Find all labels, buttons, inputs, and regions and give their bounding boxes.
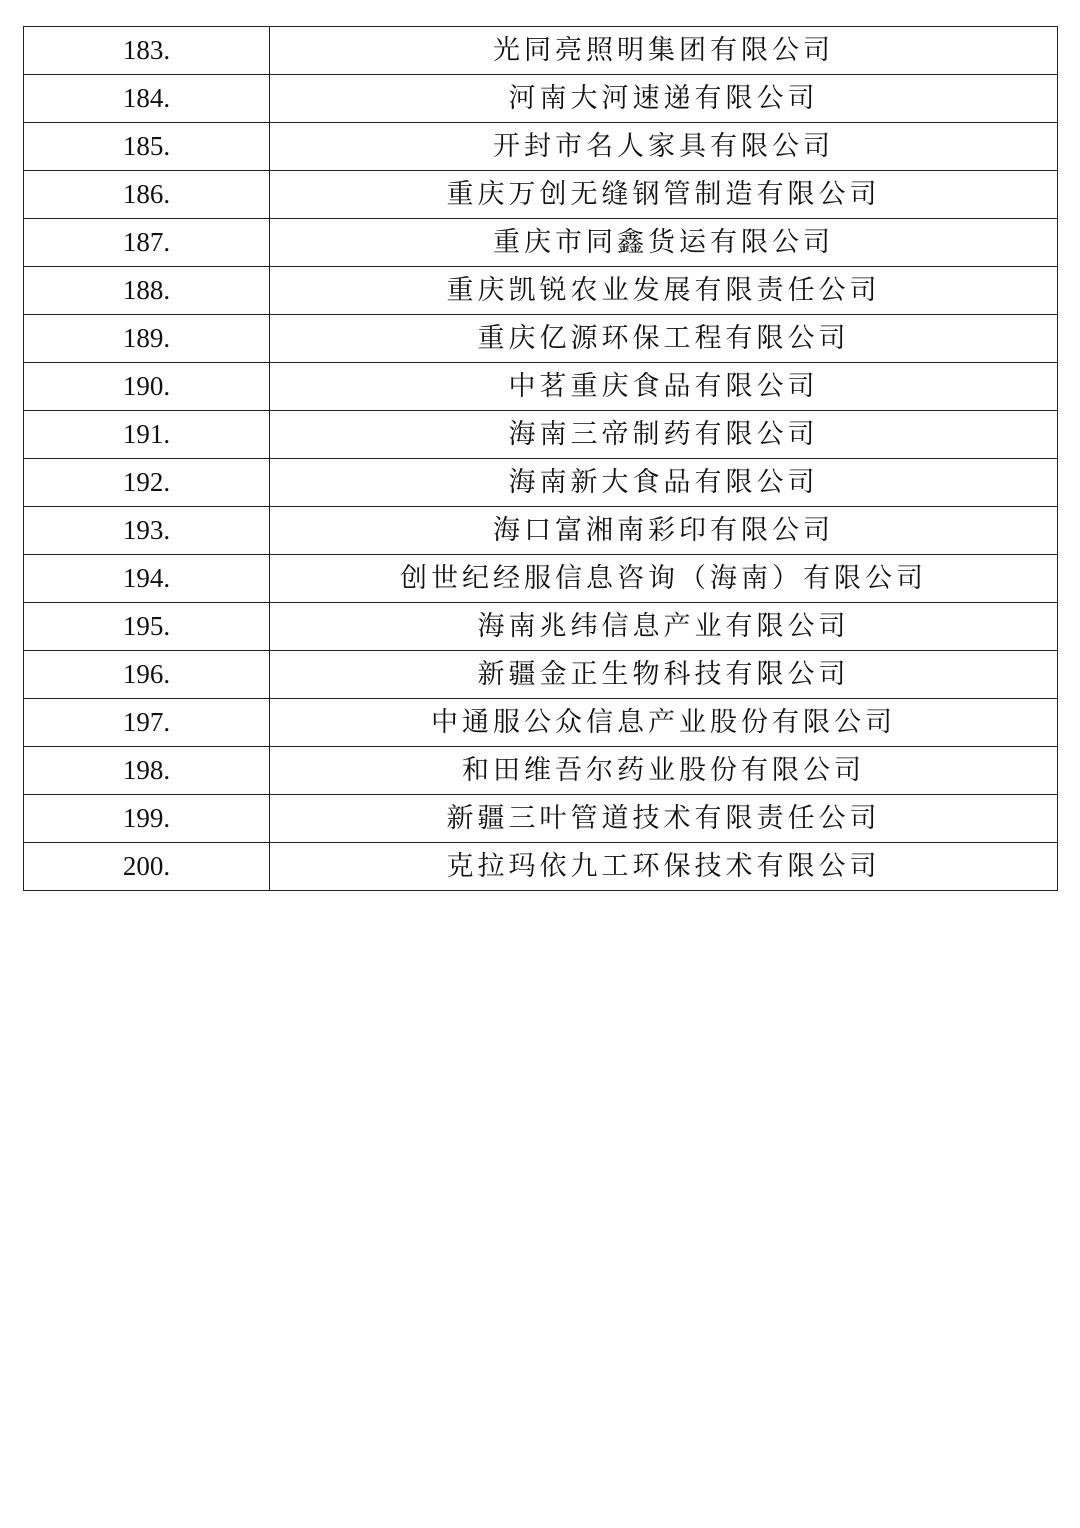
table-row	[24, 603, 1058, 651]
company-name: 重庆亿源环保工程有限公司	[270, 315, 1058, 363]
company-name: 和田维吾尔药业股份有限公司	[270, 747, 1058, 795]
row-number: 183.	[24, 27, 270, 75]
row-number: 199.	[24, 795, 270, 843]
row-number: 191.	[24, 411, 270, 459]
row-number: 198.	[24, 747, 270, 795]
company-name: 中通服公众信息产业股份有限公司	[270, 699, 1058, 747]
table-row	[24, 459, 1058, 507]
row-number: 190.	[24, 363, 270, 411]
row-number: 200.	[24, 843, 270, 891]
row-number: 196.	[24, 651, 270, 699]
row-number: 189.	[24, 315, 270, 363]
company-name: 重庆市同鑫货运有限公司	[270, 219, 1058, 267]
table-row	[24, 651, 1058, 699]
table-row	[24, 843, 1058, 891]
table-row	[24, 315, 1058, 363]
table-row	[24, 75, 1058, 123]
company-name: 开封市名人家具有限公司	[270, 123, 1058, 171]
company-name: 海口富湘南彩印有限公司	[270, 507, 1058, 555]
row-number: 188.	[24, 267, 270, 315]
table-row	[24, 555, 1058, 603]
table-row	[24, 507, 1058, 555]
company-name: 创世纪经服信息咨询（海南）有限公司	[270, 555, 1058, 603]
company-name: 重庆凯锐农业发展有限责任公司	[270, 267, 1058, 315]
table-row	[24, 123, 1058, 171]
row-number: 193.	[24, 507, 270, 555]
row-number: 192.	[24, 459, 270, 507]
table-row	[24, 699, 1058, 747]
company-name: 光同亮照明集团有限公司	[270, 27, 1058, 75]
table-row	[24, 795, 1058, 843]
company-name: 海南兆纬信息产业有限公司	[270, 603, 1058, 651]
row-number: 197.	[24, 699, 270, 747]
company-name: 中茗重庆食品有限公司	[270, 363, 1058, 411]
company-name: 新疆金正生物科技有限公司	[270, 651, 1058, 699]
company-name: 海南三帝制药有限公司	[270, 411, 1058, 459]
company-name: 河南大河速递有限公司	[270, 75, 1058, 123]
company-list-table	[23, 26, 1058, 891]
company-name: 重庆万创无缝钢管制造有限公司	[270, 171, 1058, 219]
table-row	[24, 219, 1058, 267]
table-row	[24, 27, 1058, 75]
table-row	[24, 747, 1058, 795]
company-name: 克拉玛依九工环保技术有限公司	[270, 843, 1058, 891]
row-number: 184.	[24, 75, 270, 123]
company-name: 海南新大食品有限公司	[270, 459, 1058, 507]
row-number: 194.	[24, 555, 270, 603]
row-number: 185.	[24, 123, 270, 171]
table-row	[24, 363, 1058, 411]
table-row	[24, 171, 1058, 219]
row-number: 186.	[24, 171, 270, 219]
row-number: 187.	[24, 219, 270, 267]
table-row	[24, 267, 1058, 315]
table-row	[24, 411, 1058, 459]
company-name: 新疆三叶管道技术有限责任公司	[270, 795, 1058, 843]
row-number: 195.	[24, 603, 270, 651]
